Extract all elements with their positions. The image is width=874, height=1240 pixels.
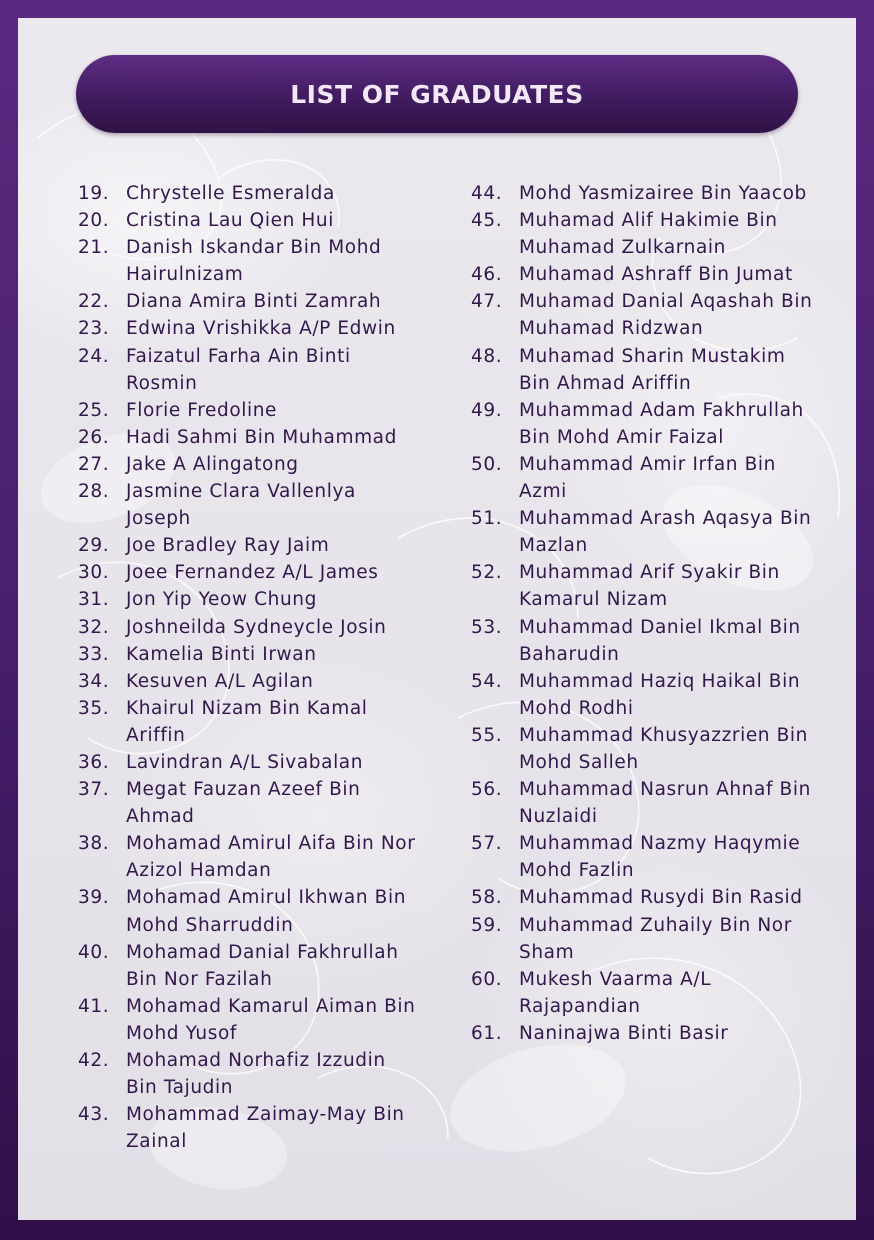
graduate-name: Faizatul Farha Ain Binti Rosmin — [126, 345, 351, 394]
graduate-list-item — [471, 559, 816, 613]
graduate-name: Muhamad Sharin Mustakim Bin Ahmad Ariffin — [519, 345, 786, 394]
graduate-number: 24. — [78, 345, 110, 367]
graduate-number: 43. — [78, 1104, 110, 1126]
graduate-name: Florie Fredoline — [126, 399, 278, 421]
graduate-list-item — [471, 180, 816, 207]
graduate-list-item — [471, 884, 816, 911]
graduate-name: Muhammad Nasrun Ahnaf Bin Nuzlaidi — [519, 779, 811, 828]
graduate-name: Muhammad Arash Aqasya Bin Mazlan — [519, 508, 812, 557]
graduate-name: Lavindran A/L Sivabalan — [126, 751, 364, 773]
graduate-number: 29. — [78, 535, 110, 557]
graduate-list-item — [471, 288, 816, 342]
graduate-name: Mohd Yasmizairee Bin Yaacob — [519, 183, 807, 204]
graduate-number: 49. — [471, 399, 503, 421]
graduate-list-item — [78, 315, 423, 342]
graduate-list-item — [78, 695, 423, 749]
graduate-list-item — [78, 1047, 423, 1101]
graduate-name: Cristina Lau Qien Hui — [126, 210, 334, 232]
graduate-name: Muhammad Daniel Ikmal Bin Baharudin — [519, 616, 801, 665]
graduate-name: Muhammad Arif Syakir Bin Kamarul Nizam — [519, 562, 780, 611]
graduate-name: Muhamad Danial Aqashah Bin Muhamad Ridzwan — [519, 291, 813, 340]
graduate-name: Naninajwa Binti Basir — [519, 1022, 729, 1044]
graduate-list-item — [78, 668, 423, 695]
graduate-list-item — [78, 288, 423, 315]
graduate-list-item — [471, 614, 816, 668]
graduate-name: Megat Fauzan Azeef Bin Ahmad — [126, 779, 361, 828]
graduate-number: 30. — [78, 562, 110, 584]
graduate-number: 58. — [471, 887, 503, 909]
graduate-number: 46. — [471, 264, 503, 286]
graduate-list-item — [471, 343, 816, 397]
graduate-name: Jon Yip Yeow Chung — [126, 589, 317, 611]
graduate-list-item — [78, 749, 423, 776]
graduate-name: Kesuven A/L Agilan — [126, 670, 314, 692]
graduate-name: Joe Bradley Ray Jaim — [126, 535, 330, 557]
page-background — [18, 18, 856, 1220]
graduate-number: 54. — [471, 670, 503, 692]
graduate-number: 61. — [471, 1022, 503, 1044]
graduate-list-item — [471, 966, 816, 1020]
graduate-number: 35. — [78, 697, 110, 719]
graduate-list-item — [78, 559, 423, 586]
graduate-name: Kamelia Binti Irwan — [126, 643, 317, 665]
graduate-list-item — [471, 830, 816, 884]
graduate-name: Diana Amira Binti Zamrah — [126, 291, 382, 313]
graduate-number: 47. — [471, 291, 503, 313]
page-title: LIST OF GRADUATES — [290, 79, 584, 109]
graduate-number: 55. — [471, 724, 503, 746]
graduate-list-item — [78, 939, 423, 993]
graduate-number: 53. — [471, 616, 503, 638]
graduate-number: 28. — [78, 481, 110, 503]
graduate-name: Khairul Nizam Bin Kamal Ariffin — [126, 697, 368, 746]
graduate-number: 32. — [78, 616, 110, 638]
graduate-name: Mohamad Danial Fakhrullah Bin Nor Fazilah — [126, 941, 399, 990]
graduate-number: 56. — [471, 779, 503, 801]
graduate-number: 57. — [471, 833, 503, 855]
graduate-name: Mohamad Amirul Ikhwan Bin Mohd Sharruddin — [126, 887, 407, 936]
graduate-number: 19. — [78, 183, 110, 204]
graduate-list-item — [471, 912, 816, 966]
graduate-number: 26. — [78, 426, 110, 448]
graduate-number: 59. — [471, 914, 503, 936]
graduate-list-item — [78, 397, 423, 424]
graduate-list-item — [471, 207, 816, 261]
graduate-name: Muhammad Rusydi Bin Rasid — [519, 887, 803, 909]
graduate-number: 34. — [78, 670, 110, 692]
graduate-name: Mohamad Norhafiz Izzudin Bin Tajudin — [126, 1050, 386, 1099]
graduate-number: 51. — [471, 508, 503, 530]
graduate-list-item — [78, 586, 423, 613]
graduates-list-left-column — [78, 180, 423, 1155]
graduate-number: 31. — [78, 589, 110, 611]
graduate-number: 50. — [471, 453, 503, 475]
graduate-number: 60. — [471, 968, 503, 990]
graduate-list-item — [78, 884, 423, 938]
graduate-list-item — [78, 776, 423, 830]
graduate-list-item — [78, 641, 423, 668]
graduate-list-item — [471, 451, 816, 505]
graduate-number: 37. — [78, 779, 110, 801]
graduate-name: Chrystelle Esmeralda — [126, 183, 335, 204]
graduate-number: 38. — [78, 833, 110, 855]
graduate-name: Joee Fernandez A/L James — [126, 562, 379, 584]
graduate-name: Muhammad Khusyazzrien Bin Mohd Salleh — [519, 724, 808, 773]
graduate-name: Danish Iskandar Bin Mohd Hairulnizam — [126, 237, 382, 286]
graduate-number: 42. — [78, 1050, 110, 1071]
graduate-name: Mohammad Zaimay-May Bin Zainal — [126, 1104, 405, 1153]
graduate-list-item — [471, 397, 816, 451]
graduate-list-item — [78, 451, 423, 478]
graduate-list-item — [471, 1020, 816, 1047]
graduate-number: 27. — [78, 453, 110, 475]
graduate-number: 33. — [78, 643, 110, 665]
graduate-number: 20. — [78, 210, 110, 232]
graduate-number: 45. — [471, 210, 503, 232]
graduate-list-item — [78, 180, 423, 207]
graduate-name: Jake A Alingatong — [126, 453, 299, 475]
graduate-number: 44. — [471, 183, 503, 204]
graduate-name: Mohamad Amirul Aifa Bin Nor Azizol Hamdan — [126, 833, 416, 882]
graduate-list-item — [78, 614, 423, 641]
title-banner — [76, 55, 798, 133]
graduate-list-item — [471, 261, 816, 288]
graduate-number: 36. — [78, 751, 110, 773]
graduate-list-item — [471, 505, 816, 559]
graduate-list-item — [471, 776, 816, 830]
graduate-number: 52. — [471, 562, 503, 584]
graduate-name: Edwina Vrishikka A/P Edwin — [126, 318, 396, 340]
graduate-number: 22. — [78, 291, 110, 313]
graduate-name: Muhamad Ashraff Bin Jumat — [519, 264, 793, 286]
graduate-name: Jasmine Clara Vallenlya Joseph — [126, 481, 356, 530]
graduate-number: 39. — [78, 887, 110, 909]
graduate-number: 21. — [78, 237, 110, 259]
graduate-name: Muhammad Adam Fakhrullah Bin Mohd Amir Faizal — [519, 399, 804, 448]
graduate-list-item — [78, 234, 423, 288]
graduate-number: 40. — [78, 941, 110, 963]
graduate-list-item — [78, 830, 423, 884]
graduate-list-item — [78, 478, 423, 532]
graduate-list-item — [78, 207, 423, 234]
graduates-list-right-column — [471, 180, 816, 1047]
graduate-name: Muhammad Amir Irfan Bin Azmi — [519, 453, 776, 503]
graduate-list-item — [78, 424, 423, 451]
graduate-name: Muhammad Haziq Haikal Bin Mohd Rodhi — [519, 670, 801, 719]
graduate-name: Muhammad Zuhaily Bin Nor Sham — [519, 914, 792, 963]
graduate-list-item — [78, 343, 423, 397]
graduate-list-item — [471, 722, 816, 776]
graduate-name: Mukesh Vaarma A/L Rajapandian — [519, 968, 712, 1017]
graduate-name: Muhammad Nazmy Haqymie Mohd Fazlin — [519, 833, 801, 882]
graduate-name: Muhamad Alif Hakimie Bin Muhamad Zulkarnain — [519, 210, 778, 259]
graduate-name: Mohamad Kamarul Aiman Bin Mohd Yusof — [126, 995, 416, 1044]
graduate-number: 23. — [78, 318, 110, 340]
graduate-list-item — [78, 993, 423, 1047]
graduate-name: Hadi Sahmi Bin Muhammad — [126, 426, 397, 448]
graduate-name: Joshneilda Sydneycle Josin — [126, 616, 387, 638]
graduate-number: 48. — [471, 345, 503, 367]
graduate-number: 25. — [78, 399, 110, 421]
graduate-list-item — [471, 668, 816, 722]
graduate-list-item — [78, 532, 423, 559]
graduate-list-item — [78, 1101, 423, 1155]
graduate-number: 41. — [78, 995, 110, 1017]
